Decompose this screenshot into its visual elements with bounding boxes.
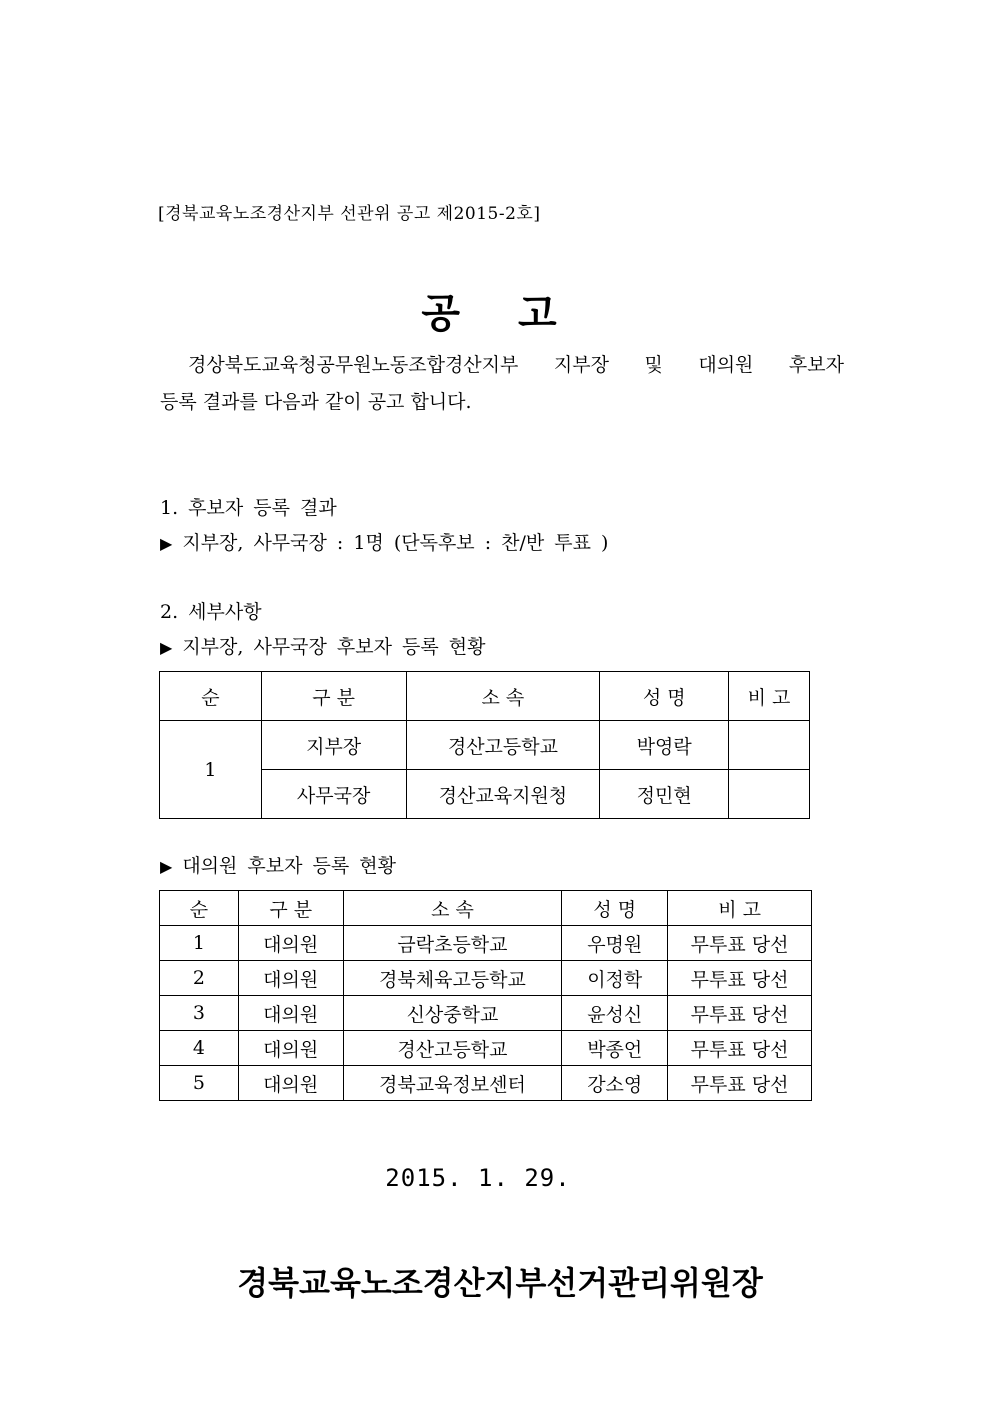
announcement-date: 2015. 1. 29.: [385, 1164, 571, 1192]
officer-candidates-table: [159, 671, 810, 819]
category-cell: 대의원: [238, 1031, 343, 1066]
group-number-cell: 1: [160, 721, 262, 819]
bullet-icon: ▶: [160, 857, 173, 876]
column-header: 구 분: [261, 672, 406, 721]
column-header: 순: [160, 891, 239, 926]
section2-sub1-title: [160, 632, 485, 659]
column-header: 순: [160, 672, 262, 721]
column-header: 비 고: [729, 672, 810, 721]
table-row: [160, 1031, 812, 1066]
column-header: 소 속: [343, 891, 562, 926]
page-title: 공 고: [421, 290, 579, 337]
section1-bullet-text: 지부장, 사무국장 : 1명 (단독후보 : 찬/반 투표 ): [182, 532, 609, 554]
category-cell: 대의원: [238, 996, 343, 1031]
category-cell: 지부장: [261, 721, 406, 770]
affiliation-cell: 경북교육정보센터: [343, 1066, 562, 1101]
column-header: 비 고: [668, 891, 812, 926]
sub1-title-text: 지부장, 사무국장 후보자 등록 현황: [182, 636, 486, 658]
affiliation-cell: 경북체육고등학교: [343, 961, 562, 996]
note-cell: [729, 770, 810, 819]
note-cell: 무투표 당선: [668, 996, 812, 1031]
section2-sub2-title: [160, 851, 396, 878]
affiliation-cell: 신상중학교: [343, 996, 562, 1031]
column-header: 성 명: [600, 672, 729, 721]
section2-heading: 2. 세부사항: [160, 601, 262, 623]
name-cell: 정민현: [600, 770, 729, 819]
note-cell: 무투표 당선: [668, 961, 812, 996]
table-row: [160, 721, 810, 770]
intro-paragraph: [160, 347, 844, 421]
table-header-row: [160, 672, 810, 721]
category-cell: 사무국장: [261, 770, 406, 819]
name-cell: 박종언: [562, 1031, 668, 1066]
category-cell: 대의원: [238, 926, 343, 961]
note-cell: [729, 721, 810, 770]
name-cell: 박영락: [600, 721, 729, 770]
name-cell: 우명원: [562, 926, 668, 961]
number-cell: 3: [160, 996, 239, 1031]
number-cell: 2: [160, 961, 239, 996]
category-cell: 대의원: [238, 961, 343, 996]
issuer-signature-line: 경북교육노조경산지부선거관리위원장: [237, 1264, 763, 1302]
column-header: 성 명: [562, 891, 668, 926]
note-cell: 무투표 당선: [668, 926, 812, 961]
section1-bullet: [160, 528, 608, 555]
number-cell: 5: [160, 1066, 239, 1101]
note-cell: 무투표 당선: [668, 1031, 812, 1066]
table-row: [160, 926, 812, 961]
column-header: 구 분: [238, 891, 343, 926]
section1-heading: 1. 후보자 등록 결과: [160, 497, 337, 519]
affiliation-cell: 경산고등학교: [343, 1031, 562, 1066]
number-cell: 4: [160, 1031, 239, 1066]
delegate-candidates-table: [159, 890, 812, 1101]
table-row: [160, 961, 812, 996]
table-header-row: [160, 891, 812, 926]
sub2-title-text: 대의원 후보자 등록 현황: [182, 855, 396, 877]
bullet-icon: ▶: [160, 534, 173, 553]
column-header: 소 속: [406, 672, 600, 721]
name-cell: 윤성신: [562, 996, 668, 1031]
affiliation-cell: 금락초등학교: [343, 926, 562, 961]
affiliation-cell: 경산교육지원청: [406, 770, 600, 819]
name-cell: 이정학: [562, 961, 668, 996]
table-row: [160, 996, 812, 1031]
intro-line-1: 경상북도교육청공무원노동조합경산지부 지부장 및 대의원 후보자: [188, 354, 844, 376]
intro-line-2: 등록 결과를 다음과 같이 공고 합니다.: [160, 391, 472, 413]
note-cell: 무투표 당선: [668, 1066, 812, 1101]
bullet-icon: ▶: [160, 638, 173, 657]
number-cell: 1: [160, 926, 239, 961]
category-cell: 대의원: [238, 1066, 343, 1101]
document-number: [경북교육노조경산지부 선관위 공고 제2015-2호]: [158, 204, 541, 224]
name-cell: 강소영: [562, 1066, 668, 1101]
table-row: [160, 1066, 812, 1101]
affiliation-cell: 경산고등학교: [406, 721, 600, 770]
